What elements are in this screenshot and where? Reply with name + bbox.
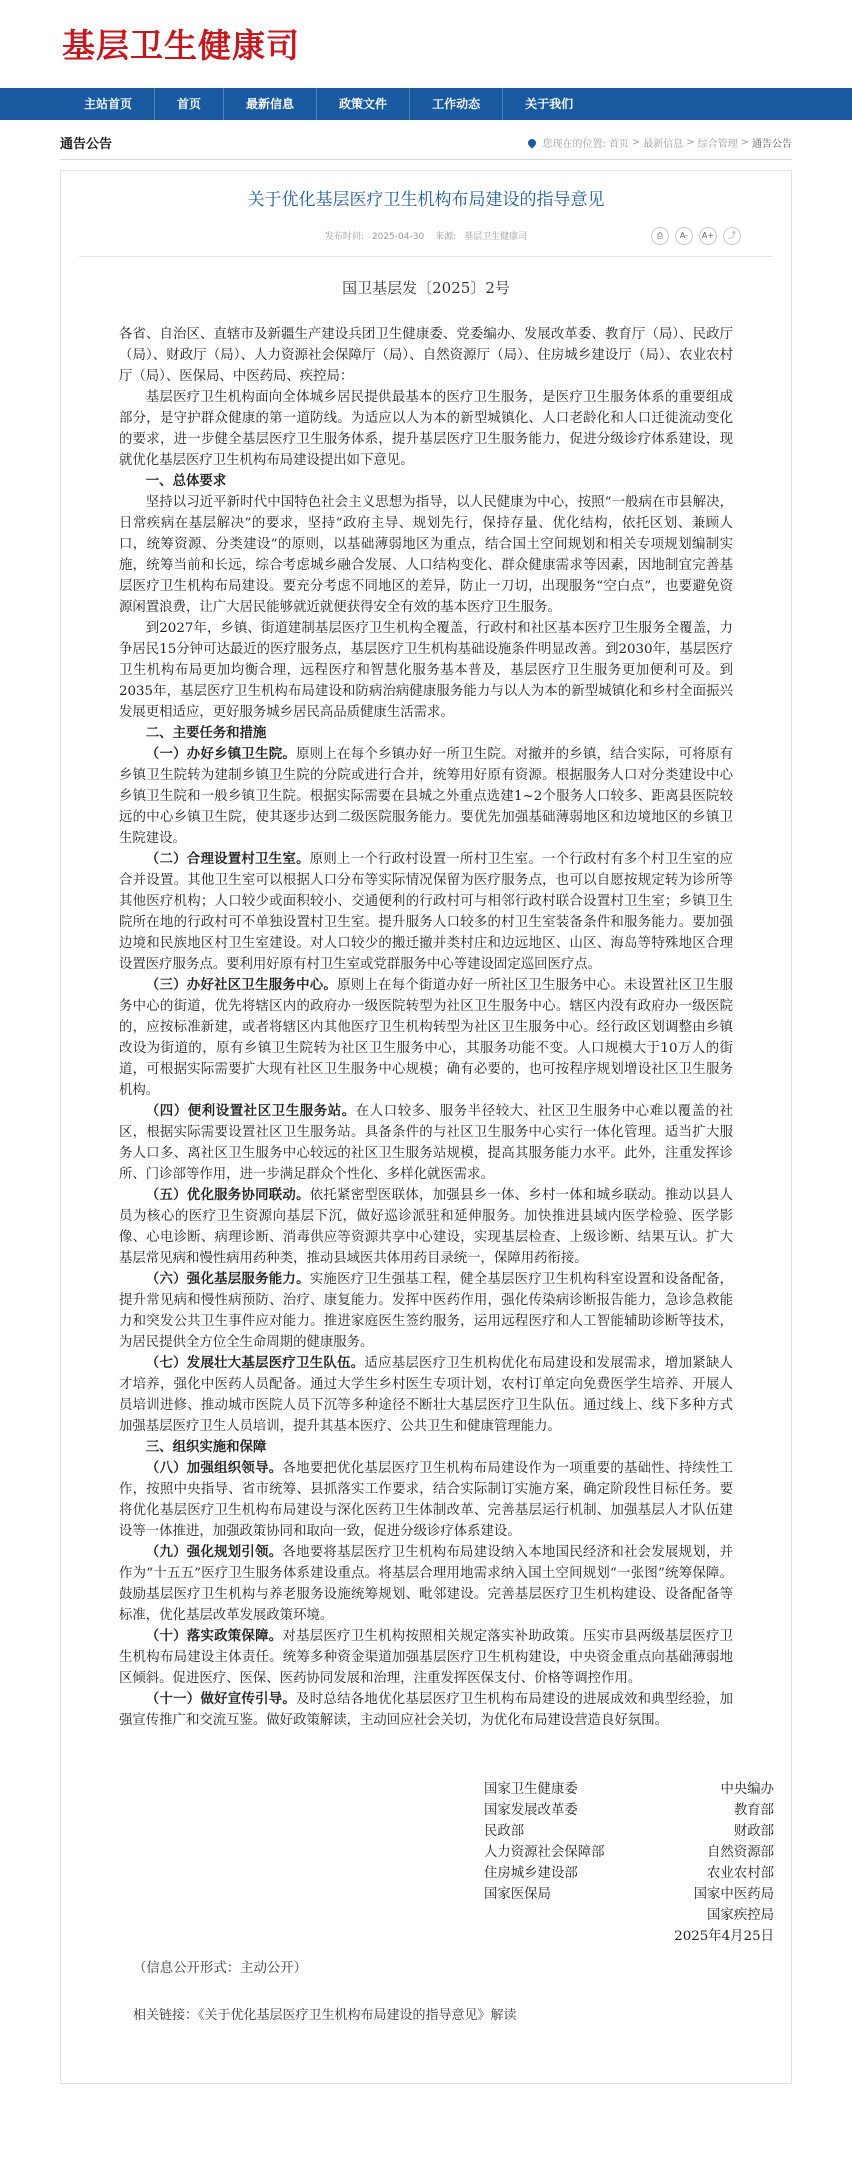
paragraph: （十）落实政策保障。对基层医疗卫生机构按照相关规定落实补助政策。压实市县两级基层医疗卫生机构布局建设主体责任。统筹多种资金渠道加强基层医疗卫生机构建设，中央资金重点向基础薄弱地区倾斜。促进医疗、医保、医药协同发展和治理，注重发挥医保支付、价格等调控作用。: [119, 1628, 734, 1686]
paragraph-lead: （九）强化规划引领。: [145, 1544, 283, 1560]
paragraph: （二）合理设置村卫生室。原则上一个行政村设置一所村卫生室。一个行政村有多个村卫生室的应合并设置。其他卫生室可以根据人口分布等实际情况保留为医疗服务点，也可以自愿按规定转为诊所等其他医疗机构；人口较少或面积较小、交通便利的行政村可与相邻行政村联合设置村卫生室；乡镇卫生院所在地的行政村可不单独设置村卫生室。提升服务人口较多的村卫生室装备条件和服务能力。要加强边境和民族地区村卫生室建设。对人口较少的搬迁撤并类村庄和边远地区、山区、海岛等特殊地区合理设置医疗服务点。要利用好原有村卫生室或党群服务中心等建设固定巡回医疗点。: [119, 851, 734, 972]
paragraph-lead: （一）办好乡镇卫生院。: [145, 746, 297, 762]
section-heading: 三、组织实施和保障: [145, 1439, 267, 1455]
paragraph-lead: （十一）做好宣传引导。: [145, 1691, 297, 1707]
signer-row: [484, 1821, 774, 1842]
paragraph-lead: （六）强化基层服务能力。: [145, 1271, 310, 1287]
article: [60, 170, 792, 2084]
share-icon[interactable]: ⤴: [723, 227, 741, 245]
signer: 中央编办: [720, 1782, 774, 1797]
signer: 国家医保局: [484, 1887, 551, 1902]
article-body: [119, 324, 733, 1731]
signers-block: [484, 1779, 774, 1947]
paragraph: （七）发展壮大基层医疗卫生队伍。适应基层医疗卫生机构优化布局建设和发展需求，增加紧缺人才培养，强化中医药人员配备。通过大学生乡村医生专项计划，农村订单定向免费医学生培养、开展人员培训进修、推动城市医院人员下沉等多种途径不断壮大基层医疗卫生队伍。通过线上、线下多种方式加强基层医疗卫生人员培训，提升其基本医疗、公共卫生和健康管理能力。: [119, 1355, 734, 1434]
font-decrease-icon[interactable]: A-: [675, 227, 693, 245]
article-title: 关于优化基层医疗卫生机构布局建设的指导意见: [247, 190, 605, 210]
signer: 国家疾控局: [707, 1908, 774, 1923]
paragraph-lead: （五）优化服务协同联动。: [145, 1187, 310, 1203]
nav-item-news[interactable]: 工作动态: [410, 88, 503, 120]
paragraph: 到2027年，乡镇、街道建制基层医疗卫生机构全覆盖，行政村和社区基本医疗卫生服务全覆盖，力争居民15分钟可达最近的医疗服务点，基层医疗卫生机构基础设施条件明显改善。到2030年，基层医疗卫生机构布局更加均衡合理，远程医疗和智慧化服务基本普及，基层医疗卫生服务更加便利可及。到2035年，基层医疗卫生机构布局建设和防病治病健康服务能力与以人为本的新型城镇化和乡村全面振兴发展更相适应，更好服务城乡居民高品质健康生活需求。: [119, 621, 733, 720]
signer: 民政部: [484, 1824, 525, 1839]
source-label: 来源:: [435, 232, 457, 242]
paragraph-addressees: 各省、自治区、直辖市及新疆生产建设兵团卫生健康委、党委编办、发展改革委、教育厅（局）、民政厅（局）、财政厅（局）、人力资源社会保障厅（局）、自然资源厅（局）、住房城乡建设厅（局）、农业农村厅（局）、医保局、中医药局、疾控局：: [119, 327, 733, 384]
document-number: 国卫基层发〔2025〕2号: [342, 279, 510, 297]
breadcrumb-prefix: 您现在的位置:: [542, 139, 606, 150]
breadcrumb-item[interactable]: 综合管理: [697, 139, 738, 150]
breadcrumb-separator: >: [740, 137, 749, 148]
nav-item-main-site[interactable]: 主站首页: [62, 88, 155, 120]
paragraph: 坚持以习近平新时代中国特色社会主义思想为指导，以人民健康为中心，按照“一般病在市县解决，日常疾病在基层解决”的要求，坚持“政府主导、规划先行，保持存量、优化结构，依托区划、兼顾人口，统筹资源、分类建设”的原则，以基础薄弱地区为重点，结合国土空间规划和相关专项规划编制实施，统筹当前和长远，综合考虑城乡融合发展、人口结构变化、群众健康需求等因素，因地制宜完善基层医疗卫生机构布局建设。要充分考虑不同地区的差异，防止一刀切，出现服务“空白点”，也要避免资源闲置浪费，让广大居民能够就近就便获得安全有效的基本医疗卫生服务。: [119, 495, 733, 615]
related-label: 相关链接：: [133, 2008, 199, 2023]
paragraph-lead: （四）便利设置社区卫生服务站。: [145, 1103, 356, 1119]
paragraph: （五）优化服务协同联动。依托紧密型医联体，加强县乡一体、乡村一体和城乡联动。推动以县人员为核心的医疗卫生资源向基层下沉，做好巡诊派驻和延伸服务。加快推进县域内医学检验、医学影像、心电诊断、病理诊断、消毒供应等资源共享中心建设，实现基层检查、上级诊断、结果互认。扩大基层常见病和慢性病用药种类，推动县域医共体用药目录统一，保障用药衔接。: [119, 1187, 734, 1266]
related-link[interactable]: 《关于优化基层医疗卫生机构布局建设的指导意见》解读: [198, 2008, 517, 2023]
main-nav: [0, 88, 852, 120]
nav-item-home[interactable]: 首页: [155, 88, 224, 120]
paragraph-lead: （七）发展壮大基层医疗卫生队伍。: [145, 1355, 365, 1371]
related-links: [119, 2004, 733, 2023]
paragraph: （三）办好社区卫生服务中心。原则上在每个街道办好一所社区卫生服务中心。未设置社区卫生服务中心的街道，优先将辖区内的政府办一级医院转型为社区卫生服务中心。辖区内没有政府办一级医院的，应按标准新建，或者将辖区内其他医疗卫生机构转型为社区卫生服务中心。经行政区划调整由乡镇改设为街道的，原有乡镇卫生院转为社区卫生服务中心，其服务功能不变。人口规模大于10万人的街道，可根据实际需要扩大现有社区卫生服务中心规模；确有必要的，也可按程序规划增设社区卫生服务机构。: [119, 977, 734, 1098]
section-label: 通告公告: [60, 137, 113, 152]
location-pin-icon: [527, 137, 538, 148]
font-increase-icon[interactable]: A+: [699, 227, 717, 245]
signer: 国家卫生健康委: [484, 1782, 578, 1797]
article-tools: [651, 227, 741, 245]
section-heading: 一、总体要求: [145, 473, 227, 489]
paragraph: （十一）做好宣传引导。及时总结各地优化基层医疗卫生机构布局建设的进展成效和典型经验，加强宣传推广和交流互鉴。做好政策解读，主动回应社会关切，为优化布局建设营造良好氛围。: [119, 1691, 734, 1728]
breadcrumb-separator: >: [686, 137, 695, 148]
paragraph: 基层医疗卫生机构面向全体城乡居民提供最基本的医疗卫生服务，是医疗卫生服务体系的重要组成部分，是守护群众健康的第一道防线。为适应以人为本的新型城镇化、人口老龄化和人口迁徙流动变化的要求，进一步健全基层医疗卫生服务体系，提升基层医疗卫生服务能力，促进分级诊疗体系建设，现就优化基层医疗卫生机构布局建设提出如下意见。: [119, 390, 733, 468]
breadcrumb-separator: >: [631, 137, 641, 148]
signer: 教育部: [733, 1803, 774, 1818]
site-header: [0, 0, 852, 88]
signer-row: [484, 1884, 774, 1905]
signer: 住房城乡建设部: [484, 1866, 578, 1881]
paragraph: （八）加强组织领导。各地要把优化基层医疗卫生机构布局建设作为一项重要的基础性、持续性工作，按照中央指导、省市统筹、县抓落实工作要求，结合实际制订实施方案，确定阶段性目标任务。要将优化基层医疗卫生机构布局建设与深化医药卫生体制改革、完善基层运行机制、加强基层人才队伍建设等一体推进，加强政策协同和取向一致，促进分级诊疗体系建设。: [119, 1460, 734, 1539]
paragraph: （九）强化规划引领。各地要将基层医疗卫生机构布局建设纳入本地国民经济和社会发展规划，并作为“十五五”医疗卫生服务体系建设重点。将基层合理用地需求纳入国土空间规划“一张图”统筹保障。鼓励基层医疗卫生机构与养老服务设施统筹规划、毗邻建设。完善基层医疗卫生机构建设、设备配备等标准，优化基层改革发展政策环境。: [119, 1544, 734, 1623]
signer: 国家发展改革委: [484, 1803, 578, 1818]
nav-item-latest[interactable]: 最新信息: [224, 88, 317, 120]
article-meta: [79, 219, 773, 257]
sign-date: 2025年4月25日: [674, 1929, 774, 1944]
breadcrumb: [528, 135, 792, 150]
section-bar: [60, 126, 792, 160]
nav-item-policy[interactable]: 政策文件: [317, 88, 410, 120]
disclosure-note: （信息公开形式：主动公开）: [133, 1961, 308, 1976]
signer: 人力资源社会保障部: [484, 1845, 605, 1860]
signer: 财政部: [733, 1824, 774, 1839]
paragraph: （六）强化基层服务能力。实施医疗卫生强基工程，健全基层医疗卫生机构科室设置和设备配备，提升常见病和慢性病预防、治疗、康复能力。发挥中医药作用，强化传染病诊断报告能力，急诊急救能力和突发公共卫生事件应对能力。推进家庭医生签约服务，运用远程医疗和人工智能辅助诊断等技术，为居民提供全方位全生命周期的健康服务。: [119, 1271, 734, 1350]
nav-item-about[interactable]: 关于我们: [525, 97, 574, 111]
paragraph: （四）便利设置社区卫生服务站。在人口较多、服务半径较大、社区卫生服务中心难以覆盖的社区，根据实际需要设置社区卫生服务站。具备条件的与社区卫生服务中心实行一体化管理。适当扩大服务人口多、离社区卫生服务中心较远的社区卫生服务站规模，提高其服务能力水平。此外，注重发挥诊所、门诊部等作用，进一步满足群众个性化、多样化就医需求。: [119, 1103, 734, 1182]
signer-row: [484, 1800, 774, 1821]
signer-row: [484, 1842, 774, 1863]
signer-row: [484, 1863, 774, 1884]
breadcrumb-item[interactable]: 首页: [608, 139, 629, 150]
site-title[interactable]: 基层卫生健康司: [62, 26, 300, 65]
paragraph-lead: （三）办好社区卫生服务中心。: [145, 977, 338, 993]
paragraph-lead: （二）合理设置村卫生室。: [145, 851, 310, 867]
source-value: 基层卫生健康司: [464, 232, 528, 242]
signer-row: [484, 1779, 774, 1800]
breadcrumb-current[interactable]: 通告公告: [752, 139, 792, 150]
signer: 农业农村部: [707, 1866, 774, 1881]
signer: 国家中医药局: [693, 1887, 774, 1902]
section-heading: 二、主要任务和措施: [145, 725, 267, 741]
publish-date: 2025-04-30: [371, 232, 425, 242]
print-icon[interactable]: ⎙: [651, 227, 669, 245]
publish-label: 发布时间:: [324, 232, 364, 242]
signer-row: [484, 1905, 774, 1926]
paragraph-lead: （八）加强组织领导。: [145, 1460, 283, 1476]
paragraph-lead: （十）落实政策保障。: [145, 1628, 283, 1644]
paragraph: （一）办好乡镇卫生院。原则上在每个乡镇办好一所卫生院。对撤并的乡镇，结合实际，可将原有乡镇卫生院转为建制乡镇卫生院的分院或进行合并，统筹用好原有资源。根据服务人口对分类建设中心乡镇卫生院和一般乡镇卫生院。根据实际需要在县城之外重点选建1~2个服务人口较多、距离县医院较远的中心乡镇卫生院，使其逐步达到二级医院服务能力。要优先加强基础薄弱地区和边境地区的乡镇卫生院建设。: [119, 746, 734, 846]
signer: 自然资源部: [707, 1845, 774, 1860]
breadcrumb-item[interactable]: 最新信息: [643, 139, 684, 150]
